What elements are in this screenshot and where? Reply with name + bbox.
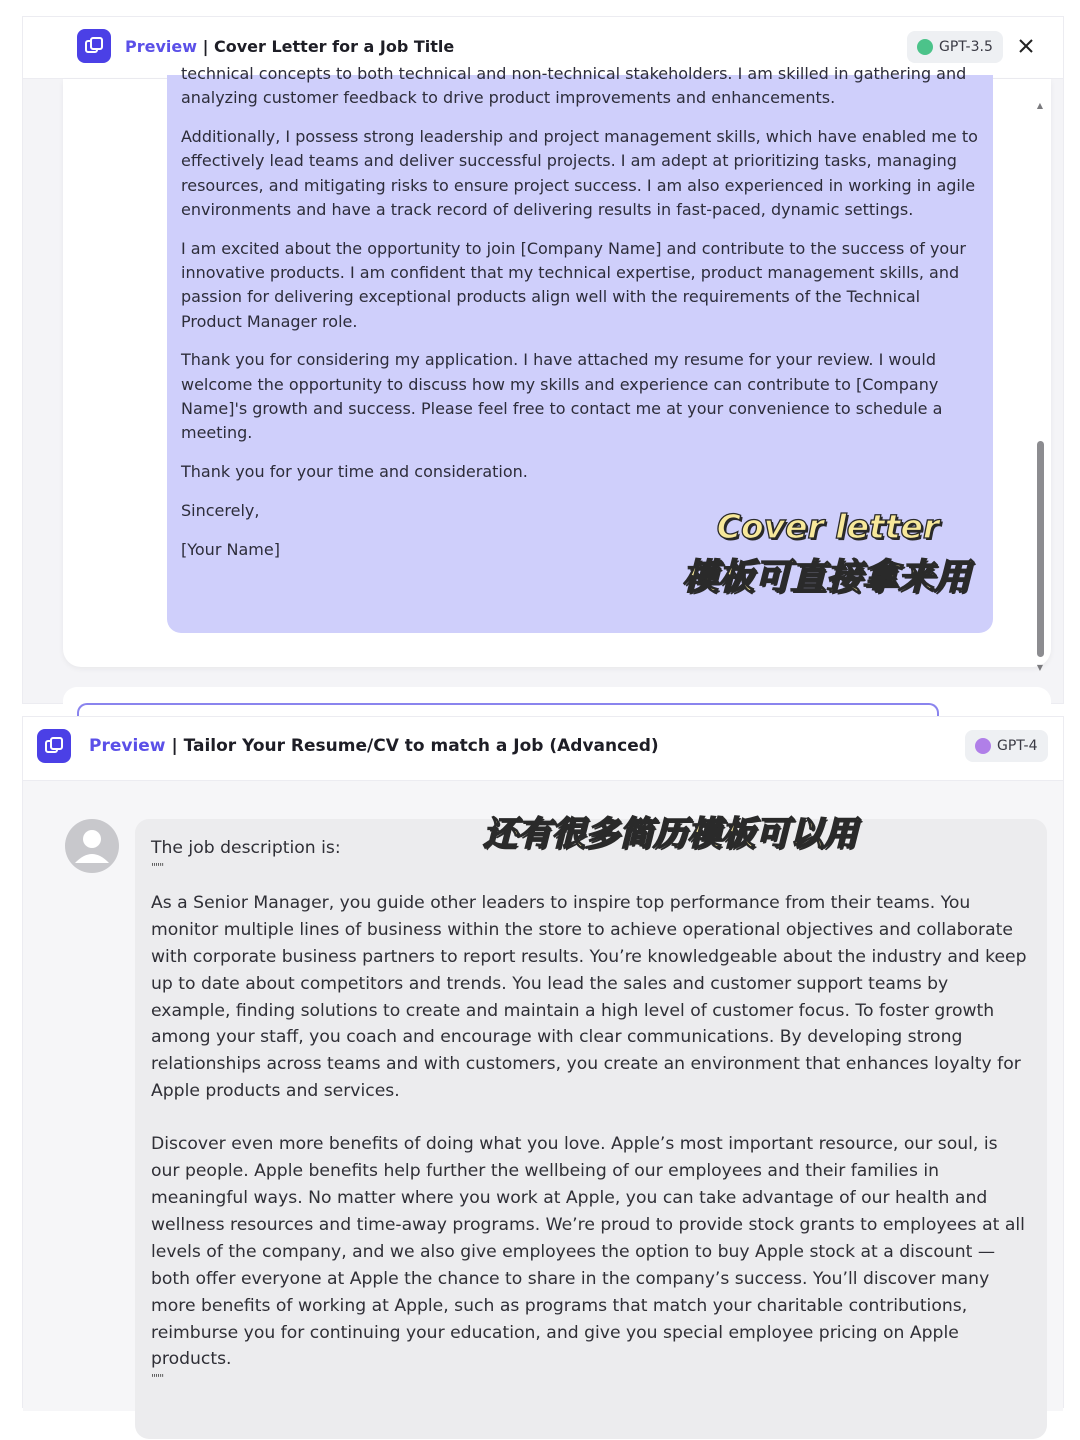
model-badge[interactable] bbox=[907, 31, 1003, 63]
next-card-edge bbox=[63, 687, 1051, 717]
message-text bbox=[151, 835, 1031, 1385]
quote-mark: """ bbox=[151, 1372, 164, 1386]
preview-label: Preview bbox=[89, 736, 166, 756]
cover-letter-text bbox=[181, 64, 981, 577]
app-logo-icon bbox=[37, 729, 71, 763]
model-badge[interactable] bbox=[965, 730, 1048, 762]
scroll-thumb[interactable] bbox=[1037, 441, 1044, 657]
model-dot-icon bbox=[917, 39, 933, 55]
cover-letter-paragraph: technical concepts to both technical and non-technical stakeholders. I am skilled in gathering and analyzing customer feedback to drive product improvements and enhancements. bbox=[181, 64, 967, 108]
annotation-caption-cn-2: 还有很多简历模板可以用 bbox=[483, 814, 857, 854]
model-label: GPT-4 bbox=[997, 738, 1038, 754]
model-label: GPT-3.5 bbox=[939, 39, 993, 55]
cover-letter-paragraph: Thank you for considering my application. I have attached my resume for your review. I would welcome the opportunity to discuss how my skills and experience can contribute to [Company Name]'s growth and success. Please feel free to contact me at your convenience to schedule a meeting. bbox=[181, 350, 943, 443]
quote-mark: """ bbox=[151, 860, 164, 874]
intro-line: The job description is: bbox=[151, 838, 341, 858]
input-outline bbox=[77, 703, 939, 717]
app-logo-icon bbox=[77, 29, 111, 63]
benefits-paragraph: Discover even more benefits of doing what you love. Apple’s most important resource, our soul, is our people. Apple benefits help further the wellbeing of our employees and their families in meaningful ways. No matter where you work at Apple, you can take advantage of our health and wellness resources and time-away programs. We’re proud to provide stock grants to employees at all levels of the company, and we also give employees the option to buy Apple stock at a discount — both offer everyone at Apple the chance to share in the company’s success. You’ll discover many more benefits of working at Apple, such as programs that match your charitable contributions, reimburse you for continuing your education, and give you special employee pricing on Apple products. bbox=[151, 1134, 1025, 1370]
annotation-caption-cn: 模板可直接拿来用 bbox=[681, 557, 970, 598]
job-description-paragraph: As a Senior Manager, you guide other leaders to inspire top performance from their teams. You monitor multiple lines of business within the store to achieve operational objectives and collaborate with corporate business partners to report results. You’re knowledgeable about the industry and keep up to date about competitors and trends. You lead the sales and customer support teams by example, finding solutions to create and maintain a high level of customer focus. To foster growth among your staff, you coach and encourage with clear communications. By developing strong relationships across teams and with customers, you create an environment that enhances loyalty for Apple products and services. bbox=[151, 892, 1027, 1102]
scrollbar[interactable] bbox=[1035, 101, 1045, 672]
conversation-area bbox=[23, 781, 1063, 1411]
template-title: | Cover Letter for a Job Title bbox=[197, 37, 455, 56]
user-message bbox=[135, 819, 1047, 1439]
cover-letter-paragraph: Sincerely, bbox=[181, 500, 260, 520]
user-avatar bbox=[65, 819, 119, 873]
cover-letter-paragraph: Additionally, I possess strong leadership and project management skills, which have enabled me to effectively lead teams and deliver successful projects. I am adept at prioritizing tasks, managing resources, and mitigating risks to ensure project success. I am also experienced in working in agile environments and have a track record of delivering results in fast-paced, dynamic settings. bbox=[181, 127, 978, 219]
cover-letter-paragraph: Thank you for your time and consideration. bbox=[181, 462, 528, 482]
scroll-up-icon[interactable]: ▲ bbox=[1036, 101, 1044, 110]
model-dot-icon bbox=[975, 738, 991, 754]
preview-label: Preview bbox=[125, 37, 198, 56]
panel-header bbox=[23, 717, 1063, 781]
close-icon bbox=[1019, 39, 1033, 53]
cover-letter-paragraph: [Your Name] bbox=[181, 539, 280, 559]
cover-letter-paragraph: I am excited about the opportunity to join [Company Name] and contribute to the success of your innovative products. I am confident that my technical expertise, product management skills, and passion for delivering exceptional products align well with the requirements of the Technical Product Manager role. bbox=[181, 238, 966, 331]
scroll-down-icon[interactable]: ▼ bbox=[1036, 663, 1044, 672]
template-title: | Tailor Your Resume/CV to match a Job (Advanced) bbox=[165, 736, 659, 756]
user-icon bbox=[65, 819, 119, 873]
cover-letter-preview-panel bbox=[22, 16, 1064, 704]
annotation-caption-en: Cover letter bbox=[716, 507, 940, 546]
panel-title bbox=[89, 736, 659, 756]
panel-title bbox=[125, 37, 454, 56]
close-button[interactable] bbox=[1013, 33, 1039, 59]
